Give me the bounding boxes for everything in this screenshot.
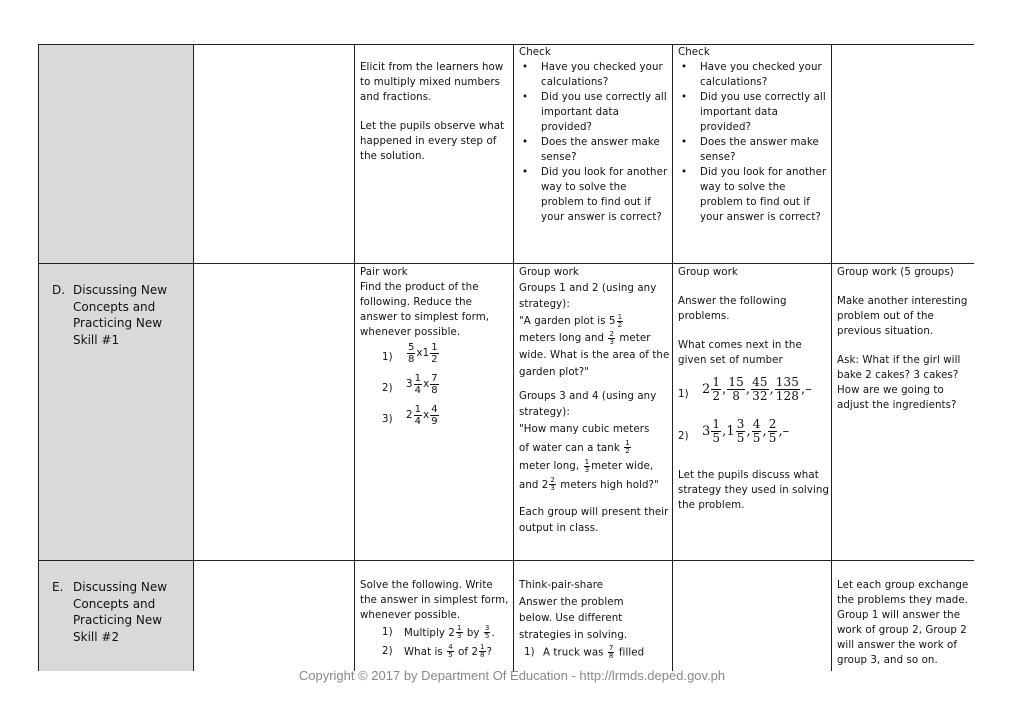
row-d-label <box>52 282 192 352</box>
check-item: • Does the answer make sense? <box>519 135 669 165</box>
ask-paragraph: Ask: What if the girl will bake 2 cakes? 3 cakes? How are we going to adjust the ingredients? <box>837 355 961 411</box>
group-work-heading: Group work <box>678 267 738 278</box>
check-item: • Did you use correctly all important data provided? <box>678 90 828 135</box>
solve-intro: Solve the following. Write the answer in simplest form, whenever possible. <box>360 580 509 621</box>
exchange-paragraph: Let each group exchange the problems they made. Group 1 will answer the work of group 2, Group 2 will answer the work of group 3, and so on. <box>837 580 969 666</box>
check-item: • Did you use correctly all important data provided? <box>519 90 669 135</box>
sequence-2: 2) 3 $\frac{1}{5}$ ,1 $\frac{3}{5}$ , $\frac{4}{5}$ , $\frac{2}{5}$ ,– <box>678 417 790 445</box>
row-c-col5-cell <box>678 45 828 225</box>
row-d-col4-cell <box>519 265 671 537</box>
check-heading: Check <box>678 47 710 58</box>
check-item: • Did you look for another way to solve the problem to find out if your answer is correct? <box>678 165 828 225</box>
row-e-col4-cell <box>519 578 645 662</box>
problem-number: 1) <box>382 352 393 363</box>
row-c-label-cell <box>38 44 193 263</box>
column-divider <box>831 44 832 671</box>
check-item: • Have you checked your calculations? <box>519 60 669 90</box>
garden-problem: "A garden plot is 5 $\frac{1}{2}$ meters long and $\frac{2}{3}$ meter wide. What is the area of the garden plot?" <box>519 312 670 378</box>
row-c-col3-cell <box>360 60 508 164</box>
pair-work-intro: Find the product of the following. Reduce the answer to simplest form, whenever possible. <box>360 282 490 338</box>
problem-item <box>360 373 510 404</box>
elicit-paragraph: Elicit from the learners how to multiply mixed numbers and fractions. <box>360 62 504 103</box>
table-left-border <box>38 44 39 671</box>
lesson-plan-table <box>38 44 974 671</box>
answer-intro: Answer the following problems. <box>678 296 787 322</box>
problem-item <box>360 404 510 435</box>
truck-problem: 1) A truck was $\frac{7}{8}$ filled <box>524 644 645 660</box>
row-d-title: Discussing New Concepts and Practicing New Skill #1 <box>73 283 168 347</box>
check-item: • Does the answer make sense? <box>678 135 828 165</box>
row-d-letter: D. <box>52 283 66 297</box>
problem-expression: 3 $\frac{1}{4}$ x $\frac{7}{8}$ <box>406 373 438 396</box>
problem-expression: 2 $\frac{1}{4}$ x $\frac{4}{9}$ <box>406 404 438 427</box>
think-pair-share-heading: Think-pair-share <box>519 580 604 591</box>
row-e-col3-cell <box>360 578 510 661</box>
pair-work-heading: Pair work <box>360 267 408 278</box>
row-e-letter: E. <box>52 580 64 594</box>
column-divider <box>672 44 673 671</box>
sequence-question: What comes next in the given set of number <box>678 340 802 366</box>
think-pair-share-text: Answer the problem below. Use different strategies in solving. <box>519 596 628 641</box>
check-item: • Have you checked your calculations? <box>678 60 828 90</box>
product-problems <box>360 342 510 435</box>
row-e-col6-cell <box>837 578 975 668</box>
row-divider <box>38 560 974 561</box>
make-problem-paragraph: Make another interesting problem out of the previous situation. <box>837 296 968 337</box>
check-list <box>678 60 828 225</box>
row-d-col5-cell <box>678 265 830 513</box>
solve-item-1: 1) Multiply 2 $\frac{1}{3}$ by $\frac{3}{5}$ . <box>382 624 495 640</box>
observe-paragraph: Let the pupils observe what happened in every step of the solution. <box>360 121 505 162</box>
problem-number: 3) <box>382 414 393 425</box>
column-divider <box>354 44 355 671</box>
column-divider <box>513 44 514 671</box>
row-d-col6-cell <box>837 265 975 413</box>
check-item: • Did you look for another way to solve the problem to find out if your answer is correct? <box>519 165 669 225</box>
check-list <box>519 60 669 225</box>
row-e-label <box>52 579 192 649</box>
row-c-col4-cell <box>519 45 669 225</box>
row-e-title: Discussing New Concepts and Practicing New Skill #2 <box>73 580 168 644</box>
sequence-1: 1) 2 $\frac{1}{2}$ , $\frac{15}{8}$ , $\frac{45}{32}$ , $\frac{135}{128}$ ,– <box>678 375 812 403</box>
groups-3-4-label: Groups 3 and 4 (using any strategy): <box>519 391 657 418</box>
row-divider <box>38 263 974 264</box>
problem-item <box>360 342 510 373</box>
table-top-border <box>38 44 974 45</box>
discuss-strategy: Let the pupils discuss what strategy they used in solving the problem. <box>678 470 830 511</box>
copyright-footer: Copyright © 2017 by Department Of Education - http://lrmds.deped.gov.ph <box>298 668 726 683</box>
problem-expression: $\frac{5}{8}$ x1 $\frac{1}{2}$ <box>408 342 438 365</box>
problem-number: 2) <box>382 383 393 394</box>
tank-problem: "How many cubic meters of water can a tank $\frac{1}{2}$ meter long, $\frac{1}{3}$ meter wide, and 2 $\frac{2}{3}$ meters high hold?" <box>519 424 659 492</box>
groups-1-2-label: Groups 1 and 2 (using any strategy): <box>519 283 657 310</box>
column-divider <box>193 44 194 671</box>
row-d-col3-cell <box>360 265 510 435</box>
solve-item-2: 2) What is $\frac{4}{5}$ of 2 $\frac{1}{8}$ ? <box>382 643 493 659</box>
group-work-5-heading: Group work (5 groups) <box>837 267 954 278</box>
check-heading: Check <box>519 47 551 58</box>
group-work-heading: Group work <box>519 267 579 278</box>
group-closing: Each group will present their output in class. <box>519 507 669 534</box>
